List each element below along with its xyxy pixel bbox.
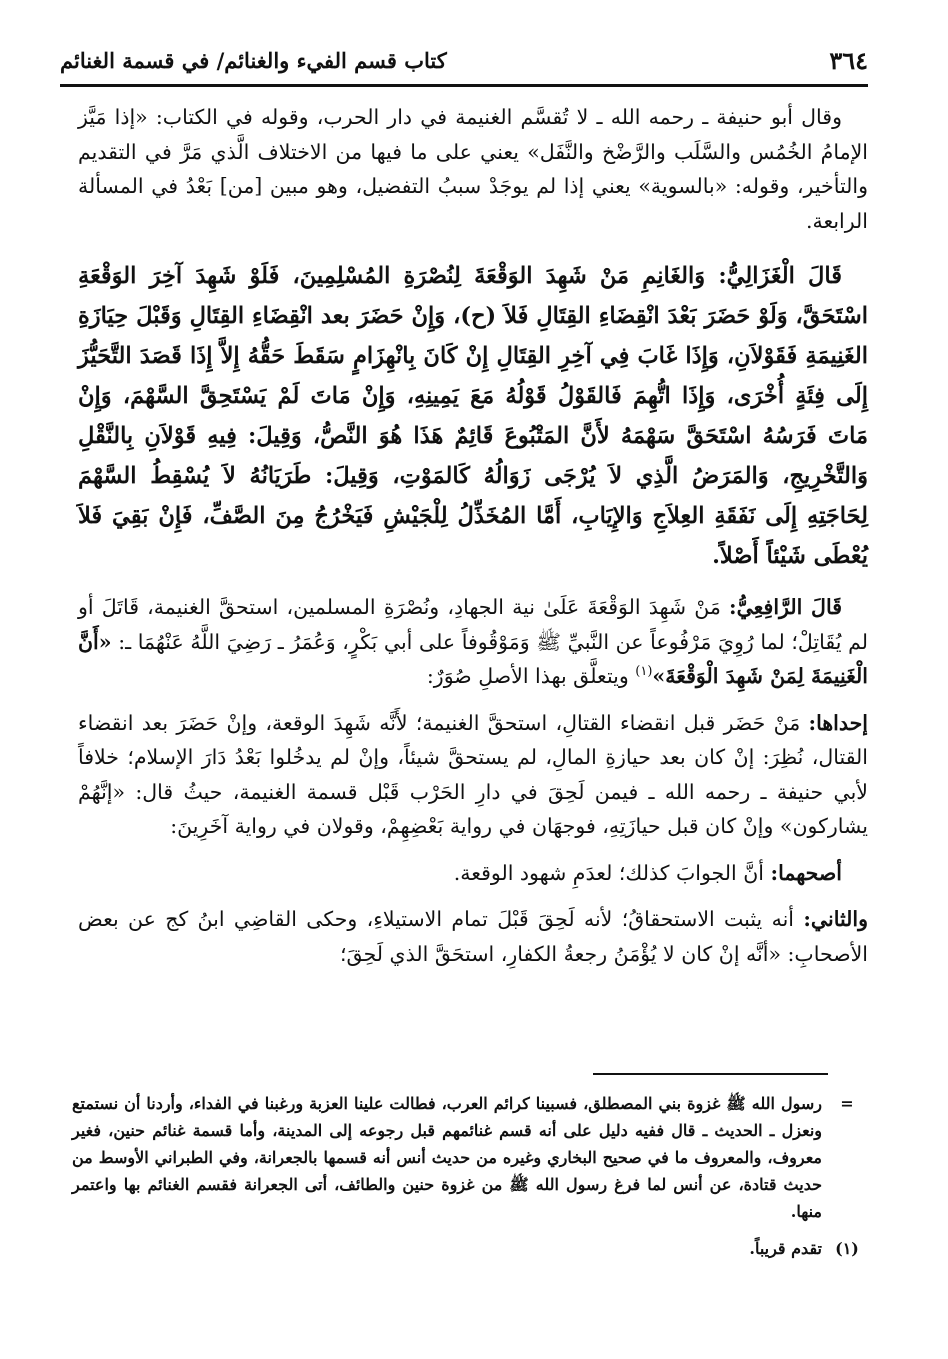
footnote-1-mark: (١) (835, 1239, 859, 1258)
footnote-1 (72, 1235, 860, 1262)
paragraph-text: وقال أبو حنيفة ـ رحمه الله ـ لا تُقسَّم الغنيمة في دار الحرب، وقوله في الكتاب: «إذا مَيَّز الإمامُ الخُمُس والسَّلَب والرَّضْخ والنَّفَل» يعني على ما فيها من الاختلاف الَّذي مَرَّ في التقديم والتأخير، وقوله: «بالسوية» يعني إذا لم يوجَدْ سببُ التفضيل، وهو مبين [من] بَعْدُ في المسألة الرابعة. (78, 105, 868, 233)
footnote-continuation (72, 1090, 860, 1225)
paragraph-ihdaha (78, 706, 868, 844)
paragraph-thani (78, 902, 868, 971)
footnote-reference: (١) (635, 664, 653, 680)
footnote-continuation-mark: = (840, 1094, 854, 1113)
rafii-tail: ويتعلَّق بهذا الأصلِ صُوَرٌ: (426, 664, 629, 688)
paragraph-ashahhuhuma (78, 856, 868, 891)
matn-text: قَالَ الْغَزَالِيُّ: وَالغَانِمِ مَنْ شَهِدَ الوَقْعَةَ لِنُصْرَةِ المُسْلِمِينَ، فَلَوْ شَهِدَ آخِرَ الوَقْعَةِ اسْتَحَقَّ، وَلَوْ حَضَرَ بَعْدَ انْقِضَاءِ القِتَالِ فَلاَ (ح)، وَإِنْ حَضَرَ بعد انْقِضَاءِ القِتَالِ وَقَبْلَ حِيَازَةِ الغَنِيمَةِ فَقَوْلاَنِ، وَإِذَا غَابَ فِي آخِرِ القِتَالِ إِنْ كَانَ بِانْهِزَامٍ سَقَطَ حَقُّهُ إِلاَّ إِذَا قَصَدَ التَّحَيُّزَ إِلَى فِئَةٍ أُخْرَى، وَإِذَا اتُّهِمَ فَالقَوْلُ قَوْلُهُ مَعَ يَمِينِهِ، وَإِنْ مَاتَ لَمْ يَسْتَحِقَّ السَّهْمَ، وَإِنْ مَاتَ فَرَسُهُ اسْتَحَقَّ سَهْمَهُ لأَنَّ المَتْبُوعَ قَائِمٌ هَذَا هُوَ النَّصُّ، وَقِيلَ: فِيهِ قَوْلاَنِ بِالنَّقْلِ وَالتَّخْرِيجِ، وَالمَرَضُ الَّذِي لاَ يُرْجَى زَوَالُهُ كَالمَوْتِ، وَقِيلَ: طَرَيَانُهُ لاَ يُسْقِطُ السَّهْمَ لِحَاجَتِهِ إِلَى نَفَقَةِ العِلاَجِ وَالإِيَابِ، أَمَّا المُخَذِّلُ لِلْجَيْشِ فَيَخْرُجُ مِنَ الصَّفِّ، فَإِنْ بَقِيَ فَلاَ يُعْطَى شَيْئاً أَصْلاً. (78, 263, 868, 569)
ihdaha-text: مَنْ حَضَر قبل انقضاء القتالِ، استحقَّ الغنيمة؛ لأَنَّه شَهِدَ الوقعة، وإنْ حَضَرَ بعد انقضاء القتال، نُظِرَ: إنْ كان بعد حيازةِ المالِ، لم يستحقَّ شيئاً، وإنْ لم يدخُلوا بَعْدُ دَارَ الإسلام؛ خلافاً لأبي حنيفة ـ رحمه الله ـ فيمن لَحِقَ في دارِ الحَرْب قَبْل قسمة الغنيمة، حيثُ قال: «إنَّهُمْ يشاركون» وإنْ كان قبل حيازَتِهِ، فوجهَان في رواية بَعْضِهِمْ، وقولان في رواية آخَرِينَ: (78, 710, 868, 838)
footnote-divider (593, 1073, 828, 1075)
thani-heading: والثاني: (803, 907, 868, 931)
page-number: ٣٦٤ (829, 46, 868, 75)
footnotes (72, 1090, 860, 1262)
matn-ghazali (78, 256, 868, 576)
paragraph-abu-hanifa (78, 100, 868, 238)
footnote-1-text: تقدم قريباً. (749, 1239, 822, 1258)
page-header (60, 44, 868, 87)
paragraph-rafii (78, 590, 868, 694)
ihdaha-heading: إحداها: (808, 710, 868, 735)
rafii-heading: قَالَ الرَّافِعِيُّ: (729, 595, 842, 619)
footnote-continuation-text: رسول الله ﷺ غزوة بني المصطلق، فسبينا كرائم العرب، فطالت علينا العزبة ورغبنا في الفداء، وأردنا أن نستمتع ونعزل ـ الحديث ـ قال ففيه دليل على أنه قسم غنائمهم قبل رجوعه إلى المدينة، وأما قسمة غنائم حنين، فغير معروف، والمعروف ما في صحيح البخاري وغيره من حديث أنس أنه قسمها بالجعرانة، وفي الطبراني الأوسط من حديث قتادة، عن أنس لما فرغ رسول الله ﷺ من غزوة حنين والطائف، أتى الجعرانة فقسم الغنائم بها واعتمر منها. (72, 1094, 823, 1221)
hadith-quote: «أَنَّ الْغَنِيمَةَ لِمَنْ شَهِدَ الْوَقْعَةَ» (78, 629, 868, 688)
ashahhuhuma-text: أنَّ الجوابَ كذلك؛ لعدَمِ شهود الوقعة. (453, 860, 765, 885)
ashahhuhuma-heading: أصحهما: (770, 860, 842, 885)
thani-text: أنه يثبت الاستحقاقُ؛ لأنه لَحِقَ قَبْلَ تمام الاستيلاءِ، وحكى القاضِي ابنُ كج عن بعض الأصحابِ: «أنَّه إنْ كان لا يُؤْمَنُ رجعةُ الكفارِ، استحَقَّ الذي لَحِقَ؛ (78, 907, 868, 966)
main-text (78, 100, 868, 981)
rafii-text: مَنْ شَهِدَ الوَقْعَةَ عَلَىٰ نية الجهادِ، ونُصْرَةِ المسلمين، استحقَّ الغنيمة، قَاتَلَ أو لم يُقَاتِلْ؛ لما رُوِيَ مَرْفُوعاً عن النَّبيِّ ﷺ وَمَوْقُوفاً على أبي بَكْرٍ، وَعُمَرُ ـ رَضِيَ اللَّهُ عَنْهُمَا ـ: (78, 595, 868, 654)
running-title: كتاب قسم الفيء والغنائم/ في قسمة الغنائم (60, 48, 447, 73)
